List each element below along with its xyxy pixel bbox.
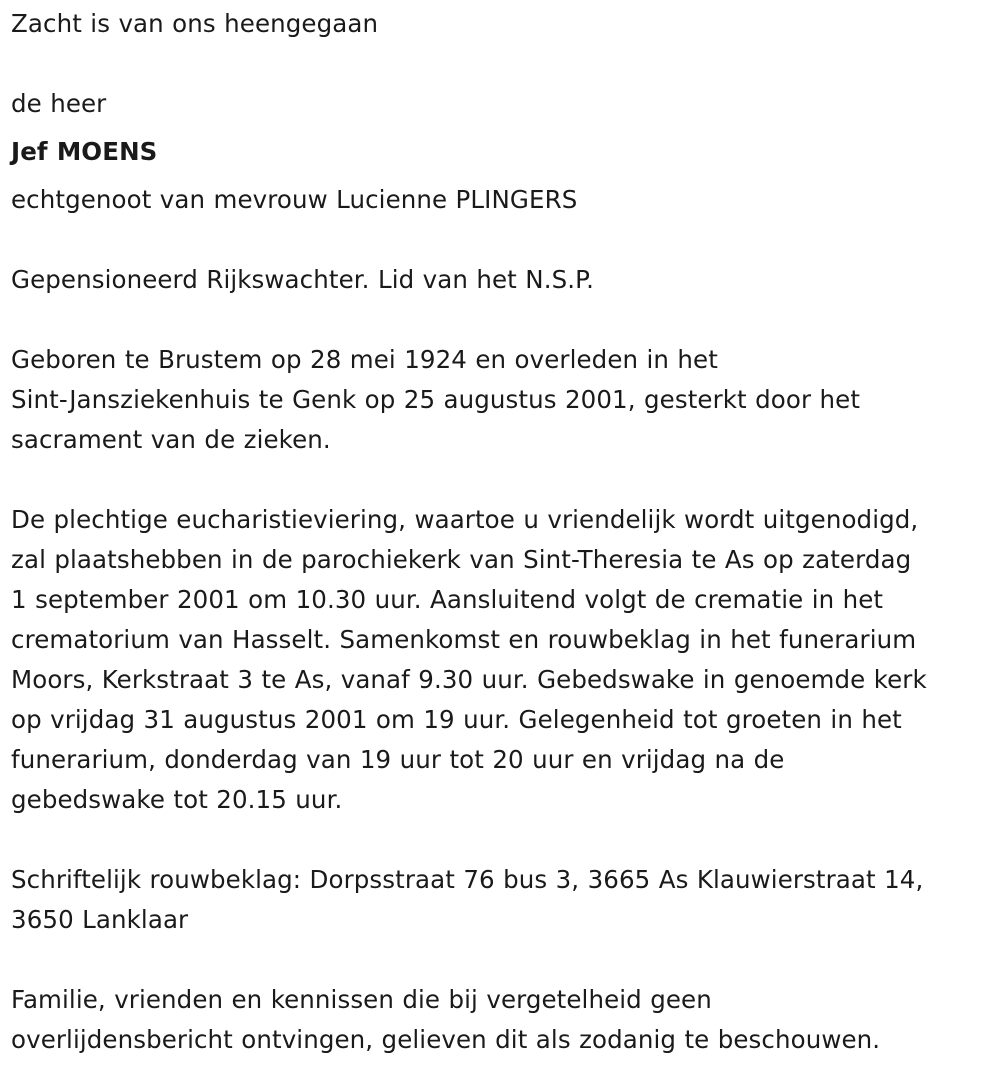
ceremony-line: funerarium, donderdag van 19 uur tot 20 uur en vrijdag na de	[11, 745, 785, 774]
ceremony-paragraph	[11, 500, 996, 820]
ceremony-line: De plechtige eucharistieviering, waartoe u vriendelijk wordt uitgenodigd,	[11, 505, 919, 534]
obituary-notice	[11, 4, 996, 1060]
condolence-line: Schriftelijk rouwbeklag: Dorpsstraat 76 bus 3, 3665 As Klauwierstraat 14,	[11, 865, 924, 894]
family-note-line: overlijdensbericht ontvingen, gelieven dit als zodanig te beschouwen.	[11, 1025, 881, 1054]
ceremony-line: Moors, Kerkstraat 3 te As, vanaf 9.30 uur. Gebedswake in genoemde kerk	[11, 665, 927, 694]
ceremony-line: 1 september 2001 om 10.30 uur. Aansluitend volgt de crematie in het	[11, 585, 884, 614]
birth-death-line: sacrament van de zieken.	[11, 425, 331, 454]
spouse-line: echtgenoot van mevrouw Lucienne PLINGERS	[11, 185, 578, 214]
ceremony-line: zal plaatshebben in de parochiekerk van Sint-Theresia te As op zaterdag	[11, 545, 912, 574]
birth-death-line: Sint-Jansziekenhuis te Genk op 25 augustus 2001, gesterkt door het	[11, 385, 861, 414]
occupation-line: Gepensioneerd Rijkswachter. Lid van het N.S.P.	[11, 265, 595, 294]
condolence-line: 3650 Lanklaar	[11, 905, 189, 934]
ceremony-line: gebedswake tot 20.15 uur.	[11, 785, 343, 814]
family-note-paragraph	[11, 980, 996, 1060]
title-prefix: de heer	[11, 89, 107, 118]
ceremony-line: op vrijdag 31 augustus 2001 om 19 uur. Gelegenheid tot groeten in het	[11, 705, 902, 734]
condolence-address-paragraph	[11, 860, 996, 940]
intro-text: Zacht is van ons heengegaan	[11, 9, 379, 38]
ceremony-line: crematorium van Hasselt. Samenkomst en rouwbeklag in het funerarium	[11, 625, 917, 654]
deceased-name: Jef MOENS	[11, 137, 158, 166]
birth-death-paragraph	[11, 340, 996, 460]
family-note-line: Familie, vrienden en kennissen die bij vergetelheid geen	[11, 985, 712, 1014]
birth-death-line: Geboren te Brustem op 28 mei 1924 en overleden in het	[11, 345, 718, 374]
